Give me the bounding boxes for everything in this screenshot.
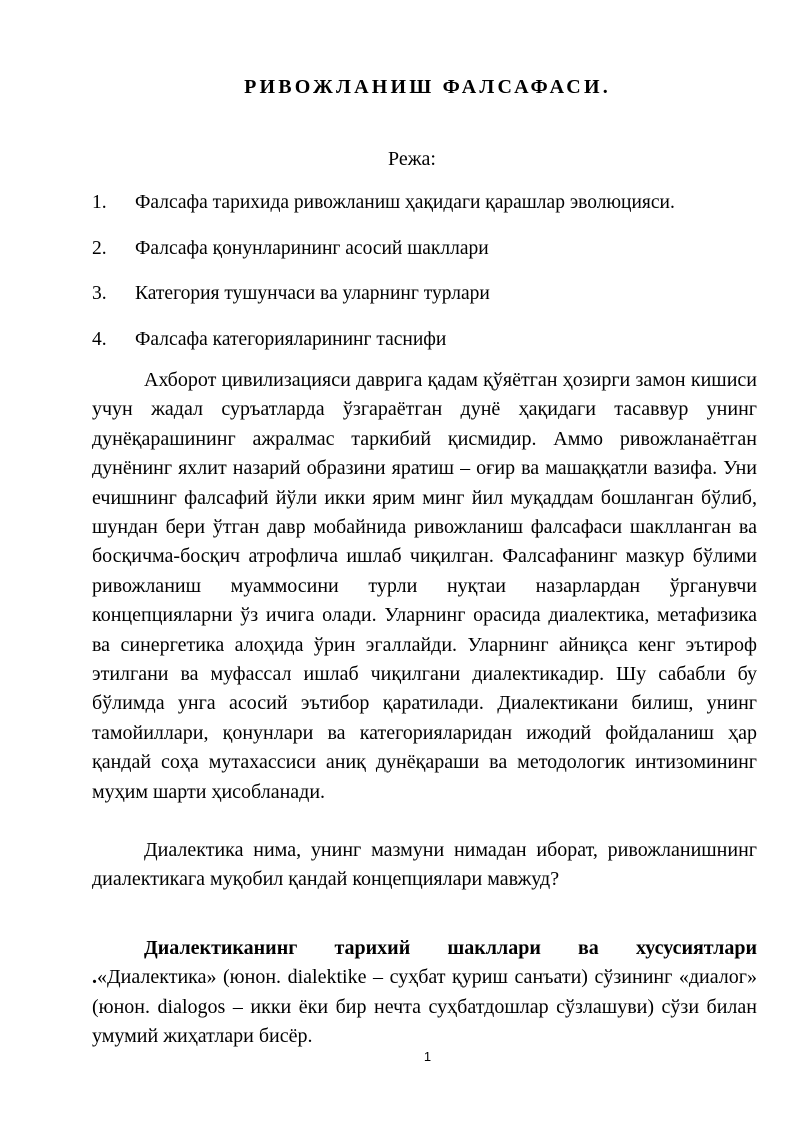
plan-item xyxy=(92,192,675,238)
body-paragraph-3 xyxy=(92,934,757,1052)
plan-heading: Режа: xyxy=(388,148,436,170)
plan-item xyxy=(92,283,675,329)
plan-item-text: Фалсафа қонунларининг асосий шакллари xyxy=(135,237,489,259)
document-title: РИВОЖЛАНИШ ФАЛСАФАСИ. xyxy=(244,76,611,98)
plan-item-text: Категория тушунчаси ва уларнинг турлари xyxy=(135,283,490,304)
body-paragraph-2: Диалектика нима, унинг мазмуни нимадан иборат, ривожланишнинг диалектикага муқобил қандай концепциялари мавжуд? xyxy=(92,839,757,891)
plan-item-text: Фалсафа тарихида ривожланиш ҳақидаги қарашлар эволюцияси. xyxy=(135,192,675,213)
plan-list xyxy=(92,192,675,374)
section-heading-inline: Диалектиканинг тарихий шакллари ва хусусиятлари . xyxy=(92,937,757,989)
body-paragraph-1: Ахборот цивилизацияси даврига қадам қўяётган ҳозирги замон кишиси учун жадал суръатларда ўзгараётган дунё ҳақидаги тасаввур унинг дунёқарашининг ажралмас таркибий қисмидир. Аммо ривожланаётган дунёнинг яхлит назарий образини яратиш – оғир ва машаққатли вазифа. Уни ечишнинг фалсафий йўли икки ярим минг йил муқаддам бошланган бўлиб, шундан бери ўтган давр мобайнида ривожланиш фалсафаси шаклланган ва босқичма-босқич атрофлича ишлаб чиқилган. Фалсафанинг мазкур бўлими ривожланиш муаммосини турли нуқтаи назарлардан ўрганувчи концепцияларни ўз ичига олади. Уларнинг орасида диалектика, метафизика ва синергетика алоҳида ўрин эгаллайди. Уларнинг айниқса кенг эътироф этилгани ва муфассал ишлаб чиқилгани диалектикадир. Шу сабабли бу бўлимда унга асосий эътибор қаратилади. Диалектикани билиш, унинг тамойиллари, қонунлари ва категорияларидан ижодий фойдаланиш ҳар қандай соҳа мутахассиси аниқ дунёқараши ва методологик интизомининг муҳим шарти ҳисобланади. xyxy=(92,369,757,803)
body-paragraph-3-text: «Диалектика» (юнон. dialektike – суҳбат қуриш санъати) сўзининг «диалог» (юнон. dialogos – икки ёки бир нечта суҳбатдошлар сўзлашуви) сўзи билан умумий жиҳатлари бисёр. xyxy=(92,966,757,1048)
plan-item-number: 2. xyxy=(92,237,107,259)
page-number: 1 xyxy=(423,1049,432,1064)
plan-item-number: 4. xyxy=(92,328,107,350)
plan-item xyxy=(92,238,675,284)
plan-item-number: 1. xyxy=(92,192,107,213)
plan-item-text: Фалсафа категорияларининг таснифи xyxy=(135,328,447,350)
plan-item-number: 3. xyxy=(92,283,107,304)
